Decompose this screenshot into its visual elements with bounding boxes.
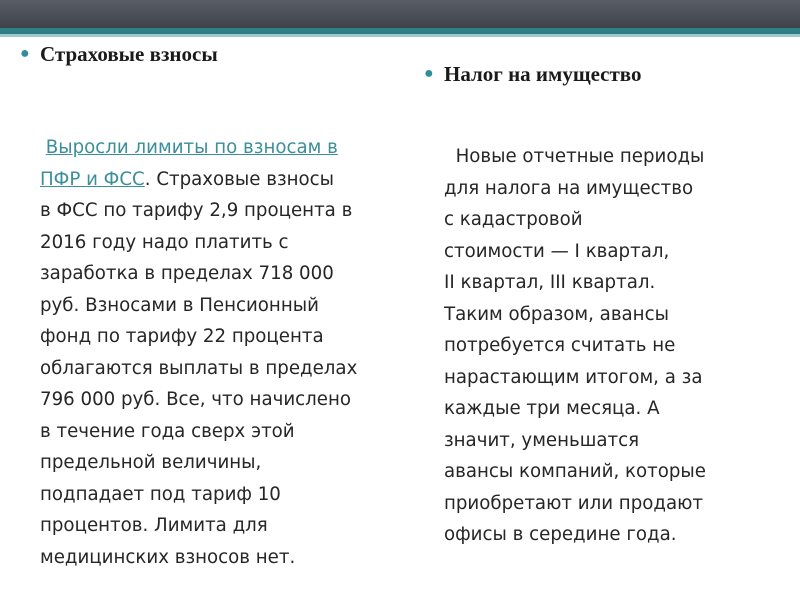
left-text-line: руб. Взносами в Пенсионный: [40, 294, 319, 316]
right-body: [444, 141, 766, 551]
right-column: [424, 62, 764, 551]
left-heading: Страховые взносы: [40, 42, 218, 66]
left-line-1: [40, 132, 410, 164]
left-text-line: процентов. Лимита для: [40, 515, 268, 536]
left-text-line: заработка в пределах 718 000: [40, 263, 334, 284]
right-text: Новые отчетные периоды: [455, 146, 705, 167]
left-heading-row: [20, 42, 410, 66]
right-text-line: стоимости — I квартал,: [444, 240, 670, 262]
left-text-line: предельной величины,: [40, 452, 262, 473]
left-text-line: медицинских взносов нет.: [40, 546, 296, 568]
left-text-line: подпадает под тариф 10: [40, 483, 281, 505]
left-line-2: [40, 164, 410, 196]
pfr-fss-limits-link-cont[interactable]: ПФР и ФСС: [40, 168, 145, 190]
right-text-line: Таким образом, авансы: [444, 303, 669, 325]
left-text-line: 2016 году надо платить с: [40, 231, 289, 253]
pfr-fss-limits-link[interactable]: Выросли лимиты по взносам в: [45, 137, 338, 158]
left-text-line: фонд по тарифу 22 процента: [40, 326, 324, 347]
left-text-line: в течение года сверх этой: [40, 420, 295, 442]
right-text-line: II квартал, III квартал.: [444, 272, 656, 293]
right-text-line: приобретают или продают: [444, 492, 703, 514]
right-text-line: значит, уменьшатся: [444, 429, 640, 451]
accent-stripe-light: [0, 34, 800, 37]
right-text-line: каждые три месяца. А: [444, 398, 660, 419]
right-text-line: нарастающим итогом, а за: [444, 366, 703, 388]
right-heading-row: [424, 62, 764, 86]
left-text-line: в ФСС по тарифу 2,9 процента в: [40, 200, 353, 221]
bullet-dot-icon: ●: [424, 65, 434, 82]
left-column: [20, 42, 410, 573]
left-body: [40, 132, 410, 573]
right-text-line: для налога на имущество: [444, 177, 694, 199]
top-bar: [0, 0, 800, 28]
bullet-dot-icon: ●: [20, 45, 30, 62]
left-text: . Страховые взносы: [144, 168, 335, 190]
left-text-line: 796 000 руб. Все, что начислено: [40, 389, 351, 410]
right-text-line: авансы компаний, которые: [444, 461, 706, 482]
right-text-line: [444, 141, 766, 173]
left-text-line: облагаются выплаты в пределах: [40, 357, 358, 379]
right-text-line: офисы в середине года.: [444, 524, 677, 545]
right-text-line: потребуется считать не: [444, 335, 676, 356]
right-text-line: с кадастровой: [444, 209, 583, 230]
right-heading: Налог на имущество: [444, 62, 642, 86]
